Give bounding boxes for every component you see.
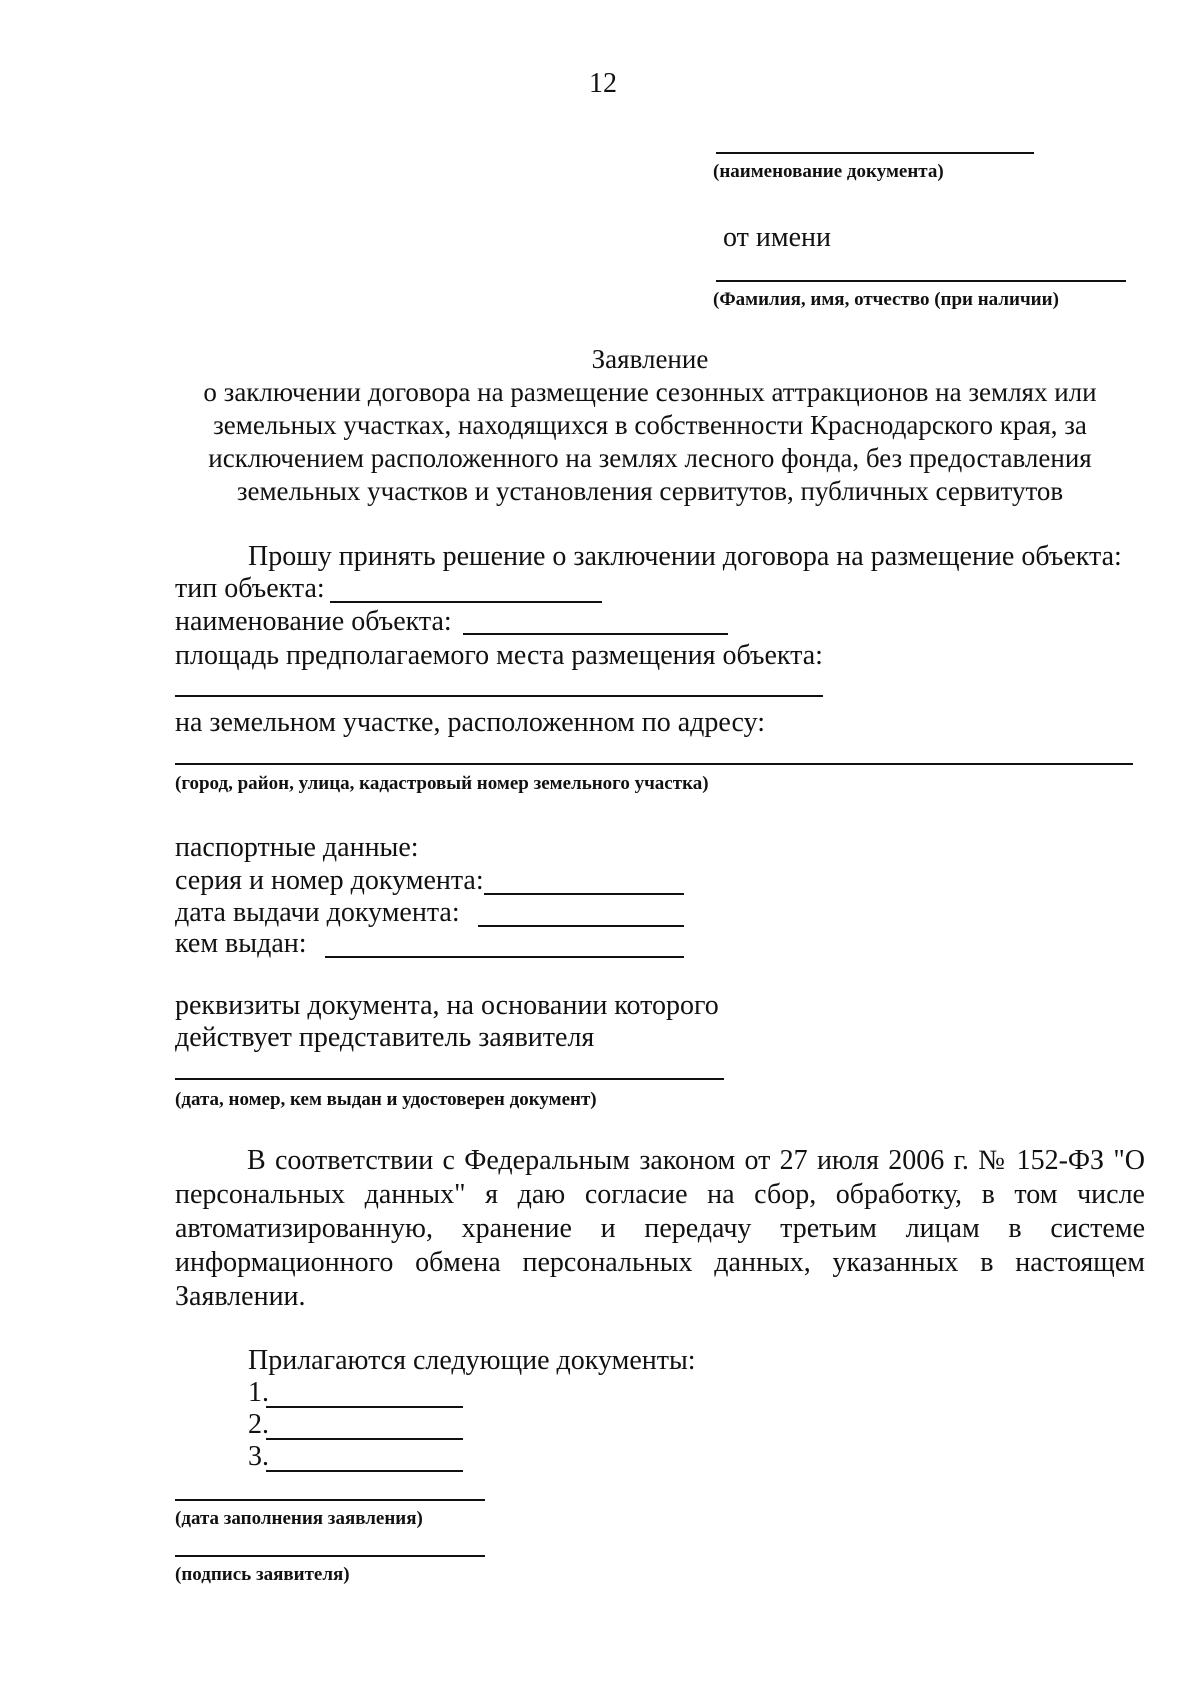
title-heading: Заявление: [591, 344, 709, 374]
fill-date-caption: (дата заполнения заявления): [175, 1508, 423, 1529]
series-field[interactable]: [484, 893, 684, 895]
from-label: от имени: [723, 222, 831, 253]
fio-line: [716, 280, 1126, 282]
fio-caption: (Фамилия, имя, отчество (при наличии): [713, 289, 1059, 310]
passport-heading: паспортные данные:: [175, 832, 419, 863]
fill-date-field[interactable]: [175, 1499, 485, 1501]
object-name-label: наименование объекта:: [175, 606, 452, 637]
attachments-heading: Прилагаются следующие документы:: [248, 1345, 696, 1376]
document-name-caption: (наименование документа): [713, 161, 944, 182]
area-label: площадь предполагаемого места размещения объекта:: [175, 640, 823, 671]
title-line: исключением расположенного на землях лесного фонда, без предоставления: [208, 443, 1092, 473]
consent-text: В соответствии с Федеральным законом от 27 июля 2006 г. № 152-ФЗ "О персональных данных" я даю согласие на сбор, обработку, в том числе автоматизированную, хранение и передачу третьим лицам в системе информационного обмена персональных данных, указанных в настоящем Заявлении.: [175, 1145, 1145, 1312]
representative-line: реквизиты документа, на основании которого: [175, 990, 719, 1021]
object-type-field[interactable]: [330, 601, 602, 603]
title-block: [150, 343, 1150, 508]
title-line: земельных участков и установления сервитутов, публичных сервитутов: [236, 476, 1064, 506]
series-label: серия и номер документа:: [175, 865, 484, 896]
issue-date-label: дата выдачи документа:: [175, 897, 460, 928]
area-field[interactable]: [175, 695, 823, 697]
issue-date-field[interactable]: [478, 925, 684, 927]
attachment-field[interactable]: [266, 1406, 463, 1408]
page-number: 12: [589, 68, 617, 99]
representative-line: действует представитель заявителя: [175, 1022, 595, 1053]
attachment-item: 3.: [248, 1441, 269, 1472]
attachment-field[interactable]: [266, 1438, 463, 1440]
title-line: земельных участках, находящихся в собственности Краснодарского края, за: [213, 410, 1087, 440]
document-name-line: [716, 152, 1034, 154]
attachment-item: 2.: [248, 1409, 269, 1440]
address-caption: (город, район, улица, кадастровый номер земельного участка): [175, 773, 709, 794]
attachment-field[interactable]: [266, 1470, 463, 1472]
attachment-item: 1.: [248, 1377, 269, 1408]
object-type-label: тип объекта:: [175, 573, 325, 604]
object-name-field[interactable]: [463, 633, 728, 635]
title-line: о заключении договора на размещение сезонных аттракционов на землях или: [203, 377, 1097, 407]
signature-field[interactable]: [175, 1555, 485, 1557]
consent-paragraph: [175, 1144, 1145, 1314]
plot-label: на земельном участке, расположенном по адресу:: [175, 707, 766, 738]
issued-by-label: кем выдан:: [175, 928, 307, 959]
signature-caption: (подпись заявителя): [175, 1564, 350, 1585]
representative-field[interactable]: [175, 1078, 724, 1080]
request-intro: Прошу принять решение о заключении договора на размещение объекта:: [248, 541, 1122, 572]
issued-by-field[interactable]: [325, 956, 684, 958]
representative-caption: (дата, номер, кем выдан и удостоверен документ): [175, 1089, 597, 1110]
address-field[interactable]: [175, 763, 1133, 765]
